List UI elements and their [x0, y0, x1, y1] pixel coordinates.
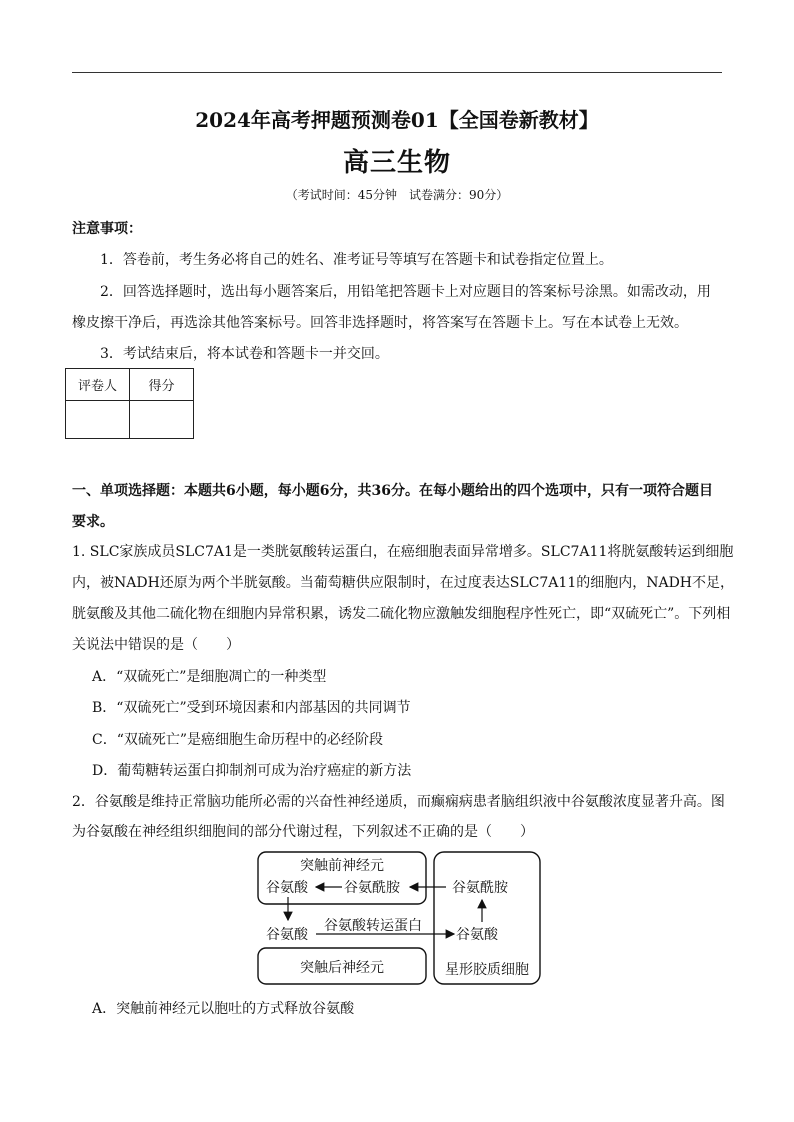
glu-astro-label: 谷氨酸: [456, 927, 498, 943]
gln-pre-label: 谷氨酰胺: [344, 880, 400, 896]
glu-pre-label: 谷氨酸: [266, 880, 308, 896]
notice-item-3: 3．考试结束后，将本试卷和答题卡一并交回。: [100, 346, 389, 362]
subject-title: 高三生物: [342, 148, 451, 178]
grader-table: [65, 368, 194, 439]
postsynaptic-label: 突触后神经元: [300, 960, 384, 976]
notice-item-2-line-1: 2．回答选择题时，选出每小题答案后，用铅笔把答题卡上对应题目的答案标号涂黑。如需改动，用: [100, 284, 711, 300]
q2-option-a: A．突触前神经元以胞吐的方式释放谷氨酸: [92, 1001, 355, 1017]
section-1-heading-line-2: 要求。: [72, 514, 114, 530]
astrocyte-label: 星形胶质细胞: [445, 962, 529, 978]
q1-stem-line-1: 1. SLC家族成员SLC7A1是一类胱氨酸转运蛋白，在癌细胞表面异常增多。SLC7A11将胱氨酸转运到细胞: [72, 544, 734, 560]
q2-stem-line-1: 2．谷氨酸是维持正常脑功能所必需的兴奋性神经递质，而癫痫病患者脑组织液中谷氨酸浓度显著升高。图: [72, 794, 725, 810]
glutamate-metabolism-diagram: [256, 850, 546, 994]
exam-title: 2024年高考押题预测卷01【全国卷新教材】: [195, 108, 599, 132]
section-1-heading-line-1: 一、单项选择题：本题共6小题，每小题6分，共36分。在每小题给出的四个选项中，只有一项符合题目: [72, 483, 713, 499]
q1-stem-line-3: 胱氨酸及其他二硫化物在细胞内异常积累，诱发二硫化物应激触发细胞程序性死亡，即“双硫死亡”。下列相: [72, 606, 731, 622]
grader-cell[interactable]: [66, 401, 130, 439]
presynaptic-label: 突触前神经元: [300, 858, 384, 874]
transporter-label: 谷氨酸转运蛋白: [324, 918, 422, 934]
notice-heading: 注意事项：: [72, 221, 142, 237]
notice-item-2-line-2: 橡皮擦干净后，再选涂其他答案标号。回答非选择题时，将答案写在答题卡上。写在本试卷上无效。: [72, 315, 688, 331]
header-rule: [72, 72, 722, 73]
exam-info: （考试时间：45分钟 试卷满分：90分）: [285, 188, 509, 202]
q1-stem-line-2: 内，被NADH还原为两个半胱氨酸。当葡萄糖供应限制时，在过度表达SLC7A11的细胞内，NADH不足，: [72, 575, 735, 591]
q2-stem-line-2: 为谷氨酸在神经组织细胞间的部分代谢过程，下列叙述不正确的是（ ）: [72, 824, 534, 840]
q1-option-a: A．“双硫死亡”是细胞凋亡的一种类型: [92, 669, 327, 685]
q1-option-b: B．“双硫死亡”受到环境因素和内部基因的共同调节: [92, 700, 411, 716]
score-cell[interactable]: [130, 401, 194, 439]
grader-header: 评卷人: [66, 369, 130, 401]
notice-item-1: 1．答卷前，考生务必将自己的姓名、准考证号等填写在答题卡和试卷指定位置上。: [100, 252, 613, 268]
q1-option-c: C．“双硫死亡”是癌细胞生命历程中的必经阶段: [92, 732, 384, 748]
q1-stem-line-4: 关说法中错误的是（ ）: [72, 637, 240, 653]
glu-cleft-label: 谷氨酸: [266, 927, 308, 943]
score-header: 得分: [130, 369, 194, 401]
q1-option-d: D．葡萄糖转运蛋白抑制剂可成为治疗癌症的新方法: [92, 763, 412, 779]
gln-astro-label: 谷氨酰胺: [452, 880, 508, 896]
